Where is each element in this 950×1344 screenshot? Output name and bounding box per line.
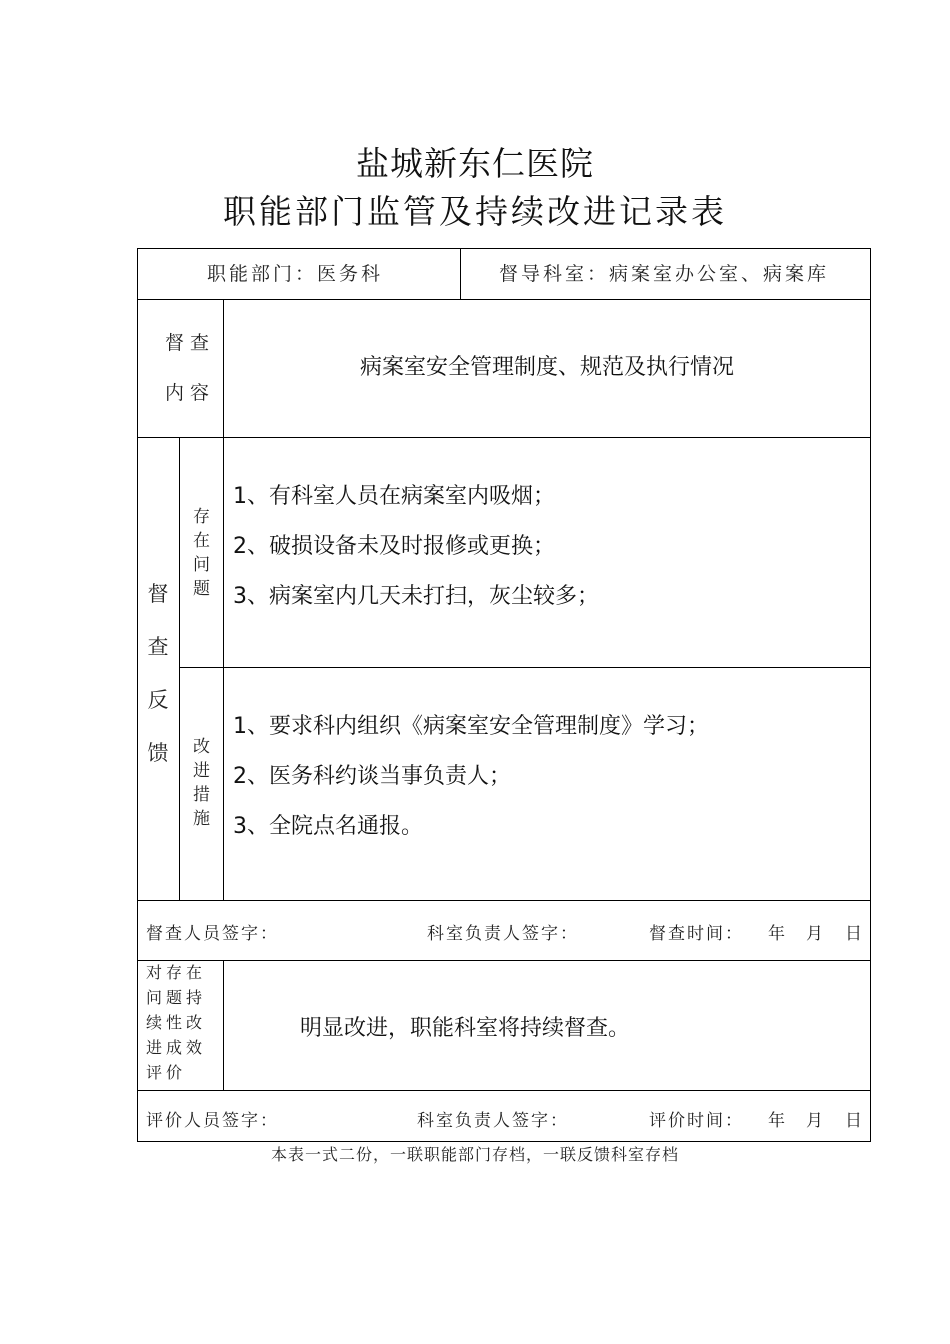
footer-note: 本表一式二份，一联职能部门存档，一联反馈科室存档 bbox=[270, 1145, 679, 1164]
table-border-top bbox=[137, 248, 871, 249]
list-item: 1、有科室人员在病案室内吸烟； bbox=[233, 484, 555, 509]
measures-list bbox=[233, 702, 709, 852]
inspection-label: 内容 bbox=[165, 382, 216, 404]
list-item: 1、要求科内组织《病案室安全管理制度》学习； bbox=[233, 714, 709, 739]
hospital-title: 盐城新东仁医院 bbox=[356, 144, 594, 183]
record-table bbox=[137, 248, 871, 1142]
evaluation-content: 明显改进，职能科室将持续督查。 bbox=[300, 1016, 631, 1041]
col-divider bbox=[223, 299, 224, 901]
supervised-dept-label: 督导科室：病案室办公室、病案库 bbox=[499, 263, 830, 285]
inspection-content: 病案室安全管理制度、规范及执行情况 bbox=[359, 355, 734, 380]
col-divider bbox=[223, 960, 224, 1091]
evaluation-time-label: 评价时间： bbox=[649, 1111, 744, 1131]
list-item: 2、破损设备未及时报修或更换； bbox=[233, 534, 555, 559]
list-item: 3、全院点名通报。 bbox=[233, 814, 423, 839]
inspection-time-label: 督查时间： bbox=[649, 924, 744, 944]
row-divider bbox=[179, 667, 871, 668]
list-item: 3、病案室内几天未打扫，灰尘较多； bbox=[233, 584, 599, 609]
problems-label: 存 在 问 题 bbox=[193, 507, 210, 599]
col-divider bbox=[460, 248, 461, 300]
row-divider bbox=[137, 1090, 871, 1091]
row-divider bbox=[137, 960, 871, 961]
date-month: 月 bbox=[806, 924, 825, 944]
form-title: 职能部门监管及持续改进记录表 bbox=[223, 192, 727, 231]
date-day: 日 bbox=[845, 924, 864, 944]
inspector-signature-label: 督查人员签字： bbox=[146, 924, 279, 944]
measures-label: 改 进 措 施 bbox=[193, 737, 210, 829]
table-border-right bbox=[870, 248, 871, 1142]
department-label: 职能部门：医务科 bbox=[207, 263, 384, 285]
date-month: 月 bbox=[806, 1111, 825, 1131]
feedback-label: 督 查 反 馈 bbox=[147, 582, 169, 765]
date-day: 日 bbox=[845, 1111, 864, 1131]
date-year: 年 bbox=[768, 924, 787, 944]
inspection-label: 督查 bbox=[165, 332, 216, 354]
evaluator-signature-label: 评价人员签字： bbox=[146, 1111, 279, 1131]
date-year: 年 bbox=[768, 1111, 787, 1131]
list-item: 2、医务科约谈当事负责人； bbox=[233, 764, 511, 789]
row-divider bbox=[137, 900, 871, 901]
row-divider bbox=[137, 437, 871, 438]
dept-head-signature-label: 科室负责人签字： bbox=[417, 1111, 569, 1131]
dept-head-signature-label: 科室负责人签字： bbox=[427, 924, 579, 944]
evaluation-label: 对存在 问题持 续性改 进成效 评价 bbox=[146, 963, 207, 1082]
row-divider bbox=[137, 299, 871, 300]
problems-list bbox=[233, 472, 599, 622]
